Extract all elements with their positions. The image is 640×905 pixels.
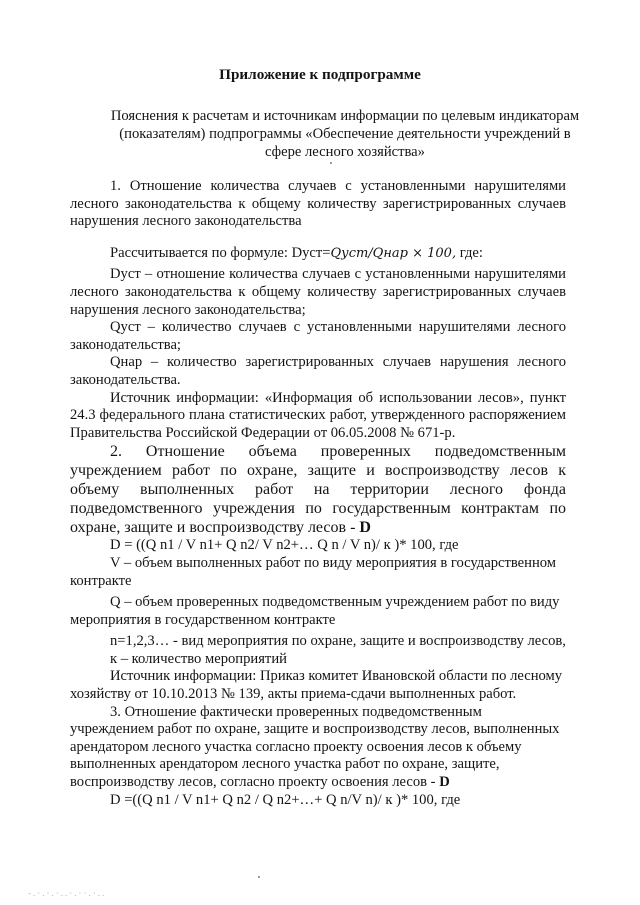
- section-2-title-text: 2. Отношение объема проверенных подведомственным учреждением работ по охране, защите и воспроизводству лесов к объему выполненных работ на территории лесного фонда подведомственного учреждения по государственным контрактам по охране, защите и воспроизводству лесов -: [70, 443, 566, 537]
- scan-speck: [258, 876, 260, 878]
- section-2-formula: D = ((Q n1 / V n1+ Q n2/ V n2+… Q n / V n)/ к )* 100, где: [110, 537, 459, 554]
- formula-lead: Рассчитывается по формуле: Dуст=: [110, 244, 331, 261]
- definition-qust: Qуст – количество случаев с установленными нарушителями лесного законодательства;: [70, 319, 566, 353]
- section-2-title-symbol: D: [359, 519, 371, 537]
- section-1-title: 1. Отношение количества случаев с установленными нарушителями лесного законодательства к общему количеству зарегистрированных случаев нарушения лесного законодательства: [70, 178, 566, 230]
- formula-expression: Qуст/Qнар × 100,: [330, 245, 457, 261]
- document-body: [70, 178, 566, 809]
- section-2-title: [70, 442, 566, 537]
- definition-dust: Dуст – отношение количества случаев с установленными нарушителями лесного законодательства к общему количеству зарегистрированных случаев нарушения лесного законодательства;: [70, 266, 566, 318]
- section-3-formula: D =((Q n1 / V n1+ Q n2 / Q n2+…+ Q n/V n)/ к )* 100, где: [110, 791, 461, 808]
- page-title: Приложение к подпрограмме: [219, 66, 421, 83]
- definition-n: n=1,2,3… - вид мероприятия по охране, защите и воспроизводству лесов,: [110, 633, 566, 650]
- definition-v: V – объем выполненных работ по виду мероприятия в государственном контракте: [70, 554, 557, 589]
- section-3-title-symbol: D: [439, 774, 450, 791]
- definition-qnar: Qнар – количество зарегистрированных случаев нарушения лесного законодательства.: [70, 354, 566, 388]
- section-2-source: Источник информации: Приказ комитет Ивановской области по лесному хозяйству от 10.10.2013 № 139, акты приема-сдачи выполненных работ.: [70, 668, 563, 703]
- formula-tail: где:: [456, 244, 483, 261]
- definition-q: Q – объем проверенных подведомственным учреждением работ по виду мероприятия в государственном контракте: [70, 594, 560, 628]
- scan-edge-mark: -.·.·.·..·.··.·..: [28, 888, 107, 898]
- document-subtitle: Пояснения к расчетам и источникам информации по целевым индикаторам (показателям) подпрограммы «Обеспечение деятельности учреждений в сфере лесного хозяйства»: [110, 108, 580, 160]
- section-3-title-text: 3. Отношение фактически проверенных подведомственным учреждением работ по охране, защите и воспроизводству лесов, выполненных арендатором лесного участка согласно проекту освоения лесов к объему выполненных арендатором лесного участка работ по охране, защите, воспроизводству лесов, согласно проекту освоения лесов -: [70, 703, 560, 791]
- section-1-formula: [70, 245, 566, 263]
- section-1-source: Источник информации: «Информация об использовании лесов», пункт 24.3 федерального плана статистических работ, утвержденного распоряжением Правительства Российской Федерации от 06.05.2008 № 671-р.: [70, 389, 566, 441]
- section-3-title: [70, 704, 566, 792]
- scan-speck: [330, 162, 332, 164]
- definition-k: к – количество мероприятий: [110, 650, 287, 667]
